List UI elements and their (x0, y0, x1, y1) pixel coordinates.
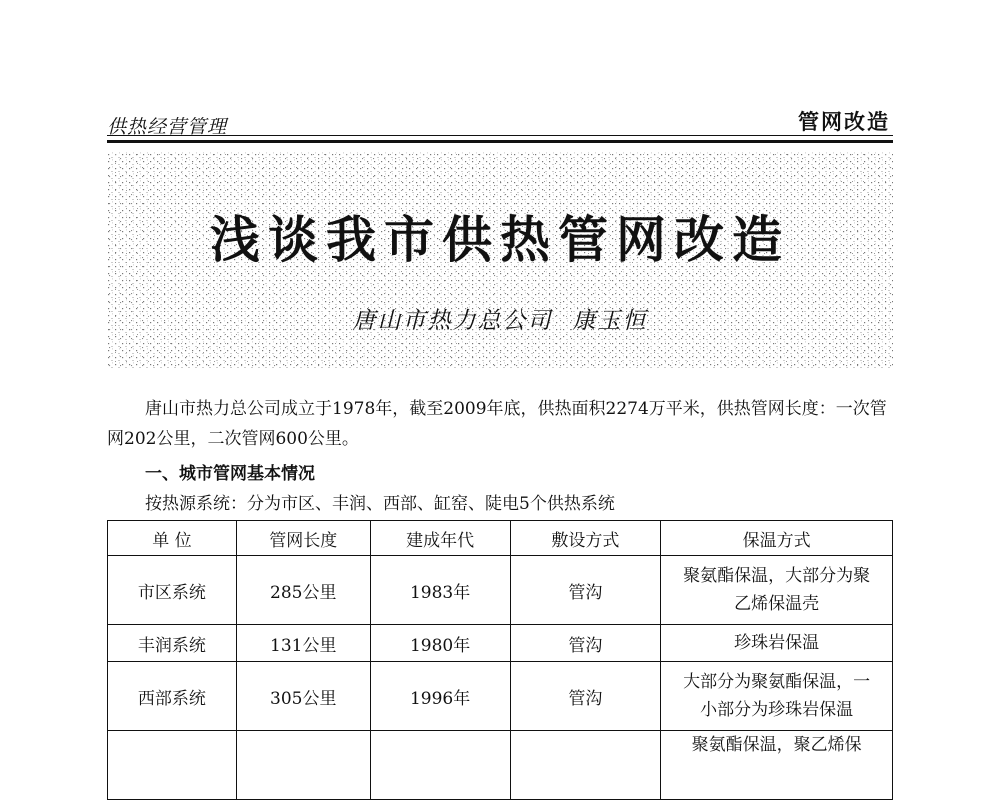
cell-insulation (661, 556, 893, 625)
cell-method (510, 731, 661, 800)
byline-author: 康玉恒 (572, 308, 648, 334)
cell-method: 管沟 (510, 662, 661, 731)
byline-organization: 唐山市热力总公司 (352, 308, 553, 334)
insulation-line: 大部分为聚氨酯保温，一 (683, 672, 871, 692)
pipe-network-table (107, 520, 893, 800)
intro-paragraph: 唐山市热力总公司成立于1978年，截至2009年底，供热面积2274万平米，供热管网长度：一次管网202公里，二次管网600公里。 (107, 399, 887, 449)
cell-year (370, 731, 510, 800)
cell-unit (108, 731, 237, 800)
cell-insulation: 聚氨酯保温，聚乙烯保 (661, 731, 893, 800)
cell-insulation: 珍珠岩保温 (661, 625, 893, 662)
header-method: 敷设方式 (510, 521, 661, 556)
header-insulation: 保温方式 (661, 521, 893, 556)
insulation-line: 聚氨酯保温，大部分为聚 (683, 566, 871, 586)
table-row (108, 662, 893, 731)
section-header: 供热经营管理 (107, 116, 228, 138)
cell-method: 管沟 (510, 556, 661, 625)
title-banner (107, 152, 893, 368)
cell-length: 131公里 (236, 625, 370, 662)
header-rule-thick (107, 140, 893, 143)
insulation-line: 乙烯保温壳 (734, 594, 820, 614)
cell-year: 1980年 (370, 625, 510, 662)
cell-unit: 市区系统 (108, 556, 237, 625)
cell-year: 1996年 (370, 662, 510, 731)
section-heading: 一、城市管网基本情况 (145, 464, 315, 484)
table-row (108, 625, 893, 662)
cell-year: 1983年 (370, 556, 510, 625)
column-header: 管网改造 (798, 109, 890, 134)
cell-length (236, 731, 370, 800)
table-header-row (108, 521, 893, 556)
section-paragraph: 按热源系统：分为市区、丰润、西部、缸窑、陡电5个供热系统 (145, 494, 615, 514)
cell-length: 285公里 (236, 556, 370, 625)
header-year: 建成年代 (370, 521, 510, 556)
cell-length: 305公里 (236, 662, 370, 731)
cell-unit: 丰润系统 (108, 625, 237, 662)
table-row (108, 556, 893, 625)
header-length: 管网长度 (236, 521, 370, 556)
article-byline (107, 302, 893, 335)
insulation-line: 小部分为珍珠岩保温 (700, 700, 854, 720)
table-row (108, 731, 893, 800)
header-unit: 单 位 (108, 521, 237, 556)
cell-method: 管沟 (510, 625, 661, 662)
article-title: 浅谈我市供热管网改造 (210, 211, 790, 269)
cell-insulation (661, 662, 893, 731)
header-rule-thin (107, 135, 893, 136)
cell-unit: 西部系统 (108, 662, 237, 731)
